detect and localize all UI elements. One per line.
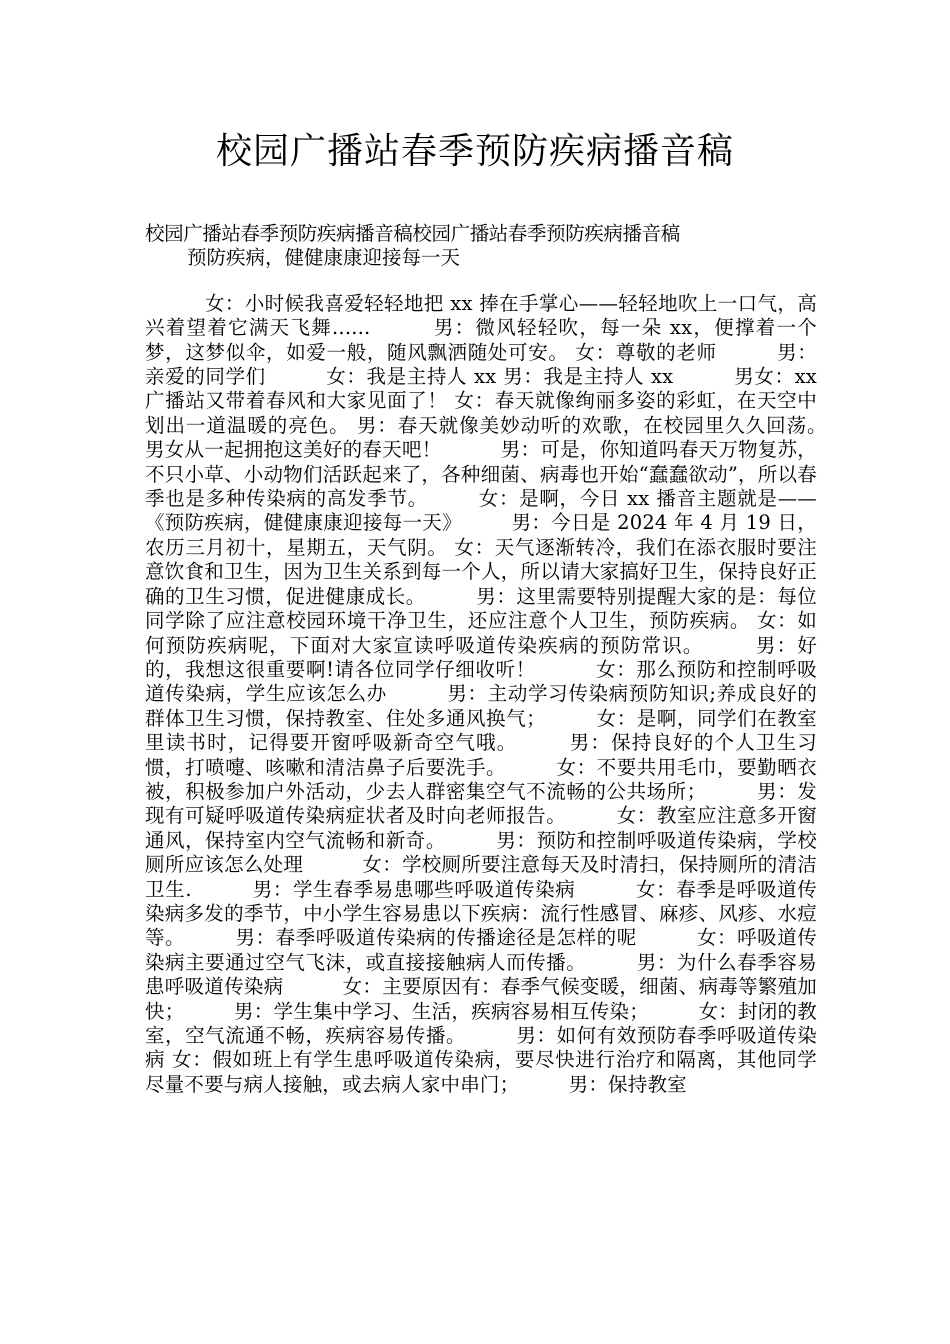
intro-line: 校园广播站春季预防疾病播音稿校园广播站春季预防疾病播音稿 xyxy=(145,222,680,245)
document-body xyxy=(145,222,877,1097)
page-title: 校园广播站春季预防疾病播音稿 xyxy=(215,131,734,172)
subtitle-line: 预防疾病，健健康康迎接每一天 xyxy=(187,246,461,270)
body-paragraph: 女：小时候我喜爱轻轻地把 xx 捧在手掌心——轻轻地吹上一口气，高兴着望着它满天飞舞...... 男：微风轻轻吹，每一朵 xx，便撑着一个梦，这梦似伞，如爱一般，随风飘洒随处可安。 女：尊敬的老师 男：亲爱的同学们 女：我是主持人 xx 男：我是主持人 xx 男女：xx 广播站又带着春风和大家见面了！ 女：春天就像绚丽多姿的彩虹，在天空中划出一道温暖的亮色。 男：春天就像美妙动听的欢歌，在校园里久久回荡。 男女从一起拥抱这美好的春天吧！ 男：可是，你知道吗春天万物复苏，不只小草、小动物们活跃起来了，各种细菌、病毒也开始“蠢蠢欲动”，所以春季也是多种传染病的高发季节。 女：是啊，今日 xx 播音主题就是——《预防疾病，健健康康迎接每一天》 男：今日是 2024 年 4 月 19 日，农历三月初十，星期五，天气阴。 女：天气逐渐转冷，我们在添衣服时要注意饮食和卫生，因为卫生关系到每一个人，所以请大家搞好卫生，保持良好正确的卫生习惯，促进健康成长。 男：这里需要特别提醒大家的是：每位同学除了应注意校园环境干净卫生，还应注意个人卫生，预防疾病。 女：如何预防疾病呢，下面对大家宣读呼吸道传染疾病的预防常识。 男：好的，我想这很重要啊!请各位同学仔细收听！ 女：那么预防和控制呼吸道传染病，学生应该怎么办 男：主动学习传染病预防知识;养成良好的群体卫生习惯，保持教室、住处多通风换气； 女：是啊，同学们在教室里读书时，记得要开窗呼吸新奇空气哦。 男：保持良好的个人卫生习惯，打喷嚏、咳嗽和清洁鼻子后要洗手。 女：不要共用毛巾，要勤晒衣被，积极参加户外活动，少去人群密集空气不流畅的公共场所； 男：发现有可疑呼吸道传染病症状者及时向老师报告。 女：教室应注意多开窗通风，保持室内空气流畅和新奇。 男：预防和控制呼吸道传染病，学校厕所应该怎么处理 女：学校厕所要注意每天及时清扫，保持厕所的清洁卫生. 男：学生春季易患哪些呼吸道传染病 女：春季是呼吸道传染病多发的季节，中小学生容易患以下疾病：流行性感冒、麻疹、风疹、水痘等。 男：春季呼吸道传染病的传播途径是怎样的呢 女：呼吸道传染病主要通过空气飞沫，或直接接触病人而传播。 男：为什么春季容易患呼吸道传染病 女：主要原因有：春季气候变暖，细菌、病毒等繁殖加快； 男：学生集中学习、生活，疾病容易相互传染； 女：封闭的教室，空气流通不畅，疾病容易传播。 男：如何有效预防春季呼吸道传染病 女：假如班上有学生患呼吸道传染病，要尽快进行治疗和隔离，其他同学尽量不要与病人接触，或去病人家中串门； 男：保持教室 xyxy=(145,291,877,1096)
